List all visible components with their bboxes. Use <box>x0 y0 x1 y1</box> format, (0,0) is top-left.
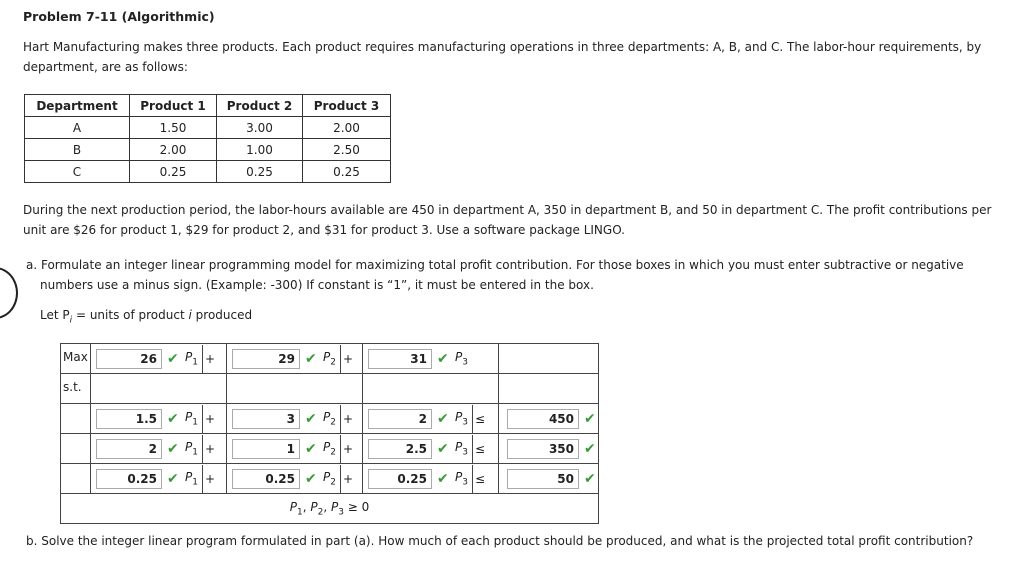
plus-sign: + <box>202 405 217 433</box>
constraint-coef-input[interactable]: 0.25 <box>232 469 300 489</box>
table-cell: 2.00 <box>130 139 217 161</box>
plus-sign: + <box>202 465 217 493</box>
part-a-instructions: a. Formulate an integer linear programming model for maximizing total profit contribution. For those boxes in which you must enter subtractive or negative numbers use a minus sign. (Example: -300) If constant is “1”, it must be entered in the box. <box>26 258 964 292</box>
plus-sign: + <box>340 405 355 433</box>
le-sign: ≤ <box>472 435 487 463</box>
variable-label: $P_1$ <box>185 409 198 428</box>
table-row <box>25 161 391 183</box>
check-icon: ✔ <box>305 470 317 487</box>
labor-hours-table <box>24 94 391 183</box>
table-cell: 1.00 <box>217 139 303 161</box>
constraint-coef-input[interactable]: 1 <box>232 439 300 459</box>
check-icon: ✔ <box>167 410 179 427</box>
plus-sign: + <box>202 345 217 373</box>
constraint-coef-input[interactable]: 2 <box>368 409 432 429</box>
objective-coef-p3-input[interactable]: 31 <box>368 349 432 369</box>
check-icon: ✔ <box>437 440 449 457</box>
check-icon: ✔ <box>584 440 596 457</box>
variable-label: $P_2$ <box>323 469 336 488</box>
plus-sign: + <box>202 435 217 463</box>
header-department: Department <box>25 95 130 117</box>
nonnegativity-row <box>61 494 599 524</box>
check-icon: ✔ <box>305 410 317 427</box>
ilp-model-table <box>60 343 599 524</box>
le-sign: ≤ <box>472 465 487 493</box>
variable-definition: Let $P_i$ = units of product i produced <box>40 308 253 326</box>
availability-text: During the next production period, the labor-hours available are 450 in department A, 350 in department B, and 50 in department C. The profit contributions per unit are $26 for product 1, $29 for product 2, and $31 for product 3. Use a software package LINGO. <box>23 203 992 237</box>
table-cell: 2.00 <box>303 117 391 139</box>
variable-label: $P_3$ <box>455 469 468 488</box>
objective-coef-p1-input[interactable]: 26 <box>96 349 162 369</box>
constraint-coef-input[interactable]: 0.25 <box>96 469 162 489</box>
constraint-coef-input[interactable]: 1.5 <box>96 409 162 429</box>
part-b-question: b. Solve the integer linear program formulated in part (a). How much of each product should be produced, and what is the projected total profit contribution? <box>26 534 974 548</box>
st-label: s.t. <box>61 374 91 404</box>
intro-text: Hart Manufacturing makes three products. Each product requires manufacturing operations in three departments: A, B, and C. The labor-hour requirements, by department, are as follows: <box>23 40 982 74</box>
header-product-3: Product 3 <box>303 95 391 117</box>
decorative-arc <box>0 267 18 319</box>
check-icon: ✔ <box>305 350 317 367</box>
rhs-input[interactable]: 50 <box>507 469 579 489</box>
check-icon: ✔ <box>305 440 317 457</box>
check-icon: ✔ <box>584 470 596 487</box>
problem-title: Problem 7-11 (Algorithmic) <box>23 9 215 24</box>
variable-label: $P_2$ <box>323 349 336 368</box>
check-icon: ✔ <box>167 350 179 367</box>
rhs-input[interactable]: 450 <box>507 409 579 429</box>
variable-label: $P_3$ <box>455 349 468 368</box>
header-product-1: Product 1 <box>130 95 217 117</box>
constraint-coef-input[interactable]: 0.25 <box>368 469 432 489</box>
header-product-2: Product 2 <box>217 95 303 117</box>
variable-label: $P_1$ <box>185 349 198 368</box>
table-cell: 0.25 <box>130 161 217 183</box>
table-cell: 3.00 <box>217 117 303 139</box>
nonnegativity-constraint: $P_1$, $P_2$, $P_3 \ge 0$ <box>61 494 599 524</box>
table-row <box>25 139 391 161</box>
constraint-row <box>61 404 599 434</box>
constraint-row <box>61 434 599 464</box>
check-icon: ✔ <box>167 440 179 457</box>
check-icon: ✔ <box>437 470 449 487</box>
variable-label: $P_2$ <box>323 439 336 458</box>
table-cell: B <box>25 139 130 161</box>
table-cell: 0.25 <box>217 161 303 183</box>
table-cell: 1.50 <box>130 117 217 139</box>
constraint-coef-input[interactable]: 3 <box>232 409 300 429</box>
st-row <box>61 374 599 404</box>
table-row <box>25 117 391 139</box>
table-cell: 2.50 <box>303 139 391 161</box>
variable-label: $P_2$ <box>323 409 336 428</box>
table-cell: C <box>25 161 130 183</box>
le-sign: ≤ <box>472 405 487 433</box>
variable-label: $P_3$ <box>455 439 468 458</box>
constraint-coef-input[interactable]: 2 <box>96 439 162 459</box>
variable-label: $P_1$ <box>185 439 198 458</box>
objective-coef-p2-input[interactable]: 29 <box>232 349 300 369</box>
check-icon: ✔ <box>584 410 596 427</box>
plus-sign: + <box>340 345 355 373</box>
table-cell: 0.25 <box>303 161 391 183</box>
check-icon: ✔ <box>437 350 449 367</box>
constraint-coef-input[interactable]: 2.5 <box>368 439 432 459</box>
objective-row <box>61 344 599 374</box>
table-header-row <box>25 95 391 117</box>
variable-label: $P_3$ <box>455 409 468 428</box>
constraint-row <box>61 464 599 494</box>
check-icon: ✔ <box>437 410 449 427</box>
plus-sign: + <box>340 435 355 463</box>
check-icon: ✔ <box>167 470 179 487</box>
table-cell: A <box>25 117 130 139</box>
rhs-input[interactable]: 350 <box>507 439 579 459</box>
plus-sign: + <box>340 465 355 493</box>
variable-label: $P_1$ <box>185 469 198 488</box>
max-label: Max <box>61 344 91 374</box>
